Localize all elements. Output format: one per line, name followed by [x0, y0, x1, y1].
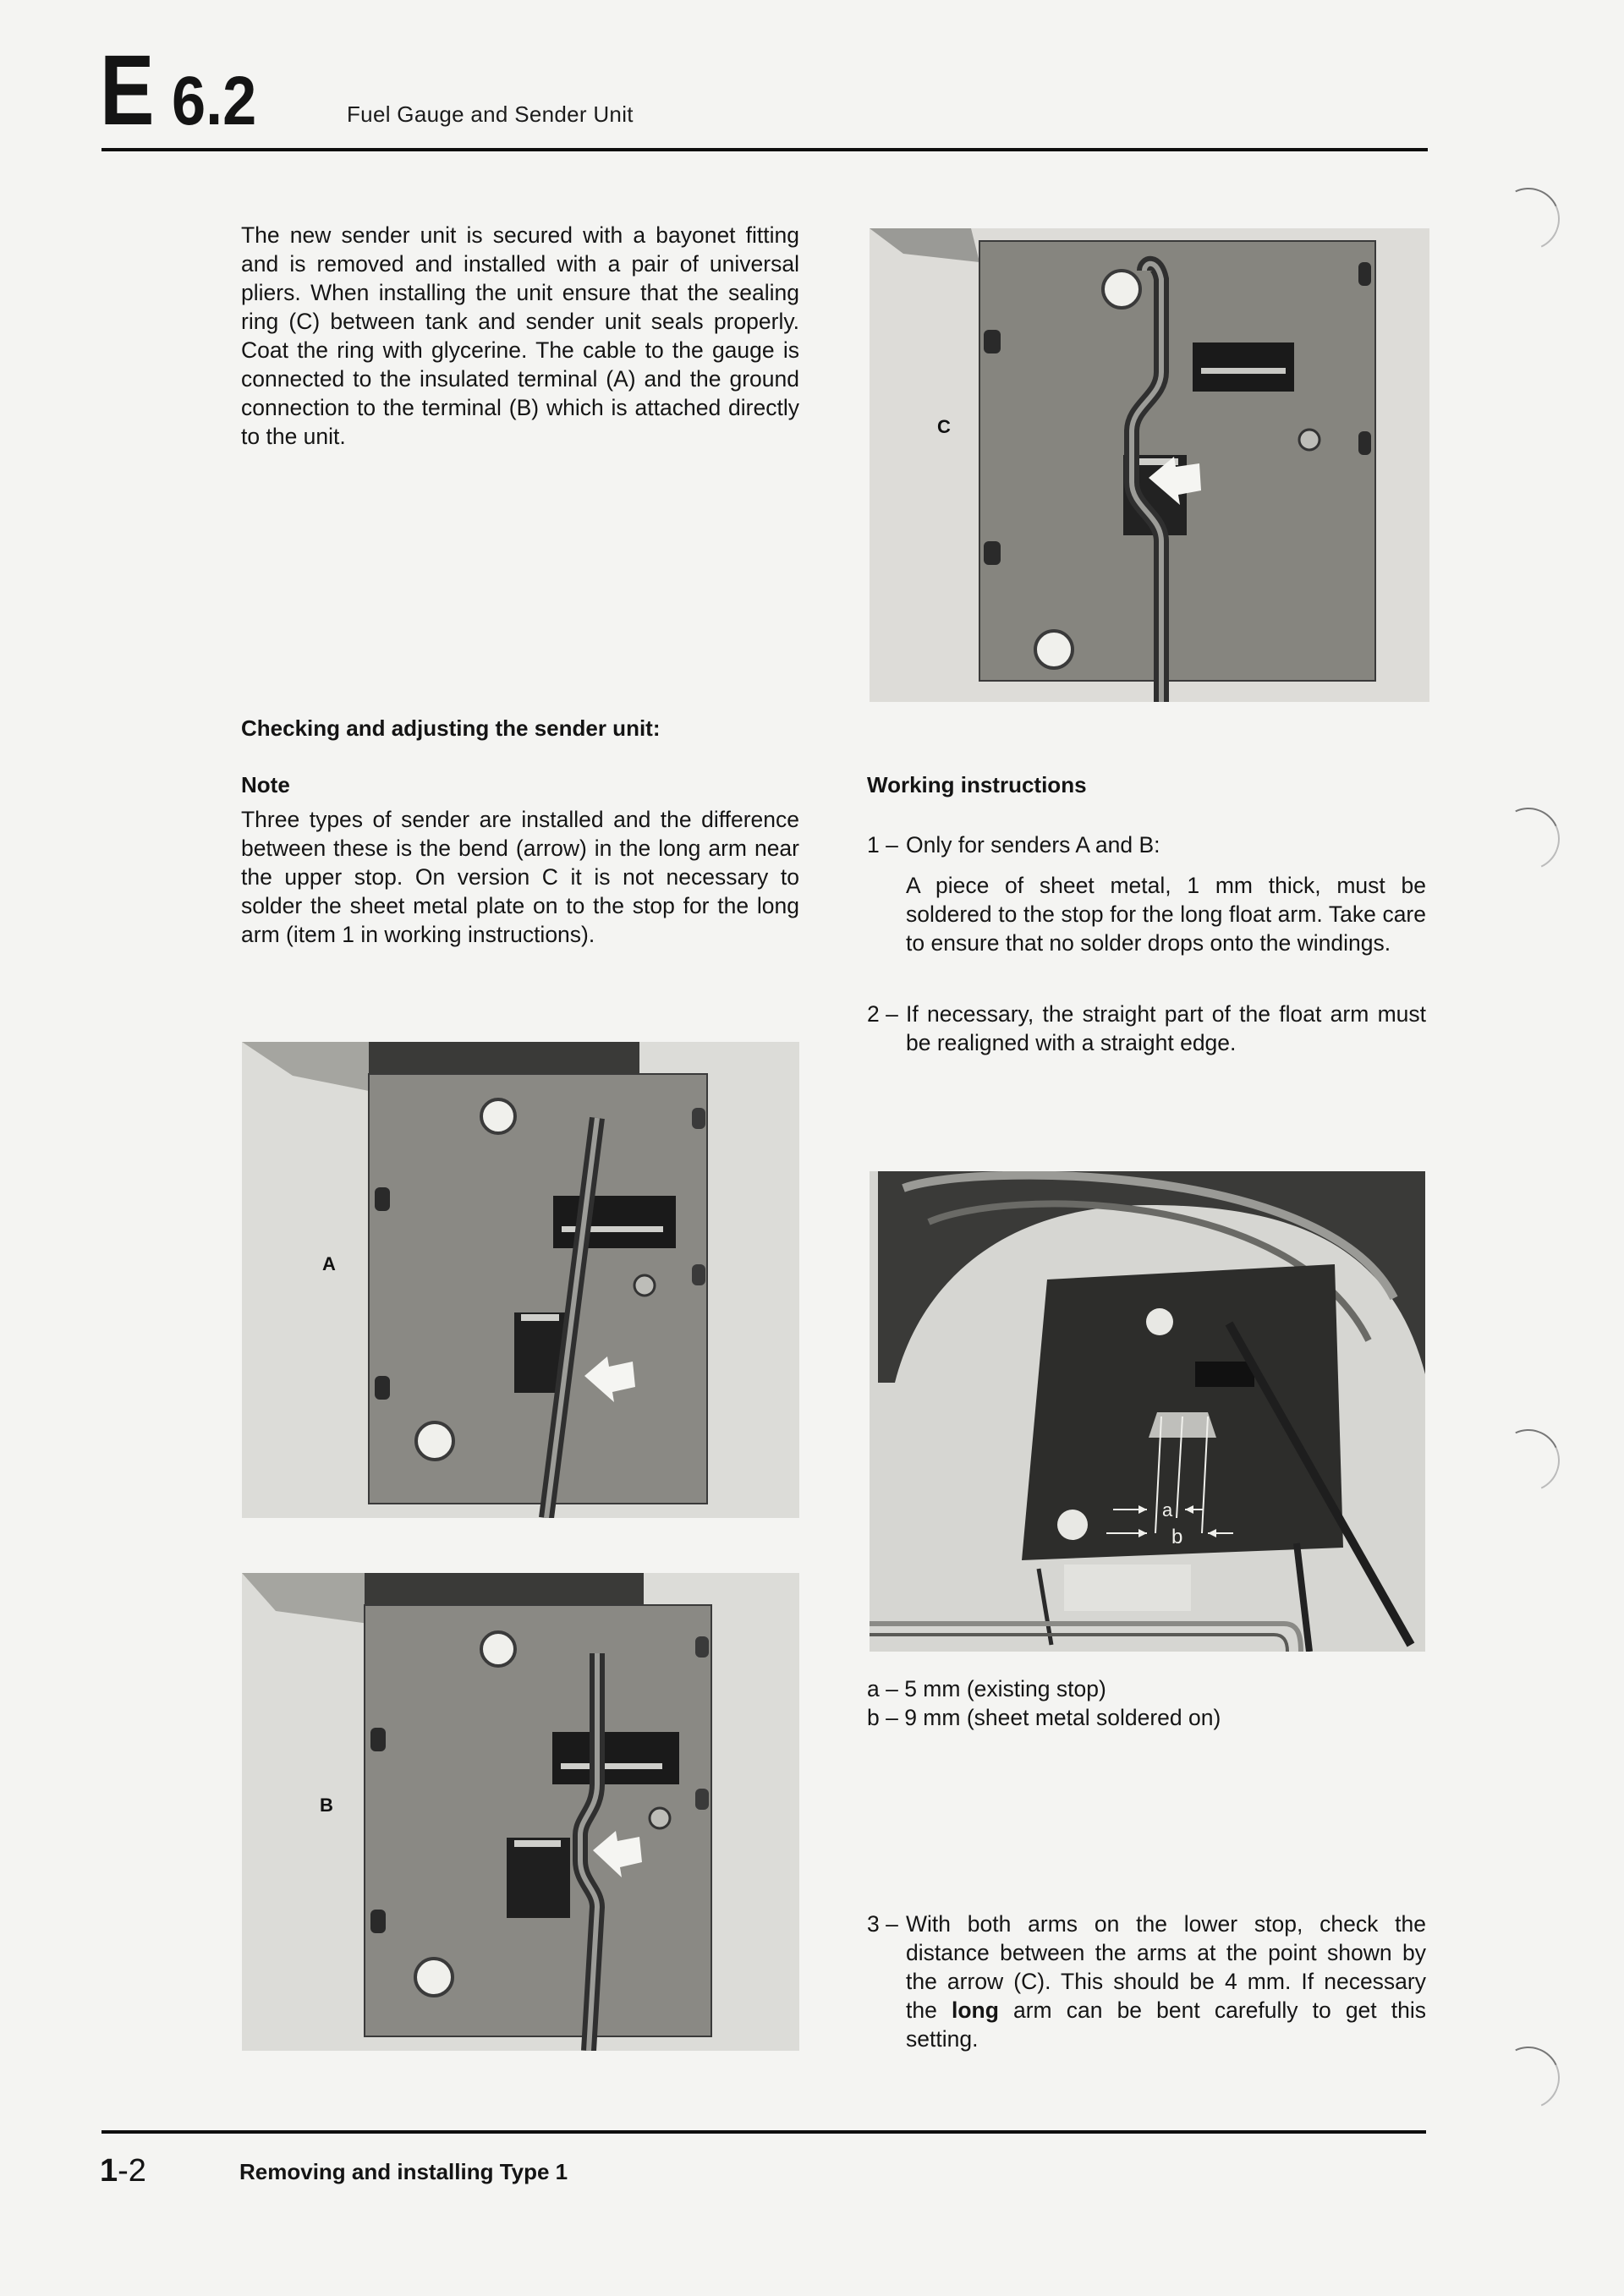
punch-hole-mark: [1489, 179, 1569, 260]
measure-legend-a: a – 5 mm (existing stop): [867, 1676, 1106, 1701]
instruction-item-2: [867, 1000, 1426, 1059]
instruction-number: 3 –: [867, 1911, 898, 1937]
instruction-text: [906, 1910, 1426, 2053]
measure-label-a: a: [1162, 1499, 1173, 1521]
instruction-number: 1 –: [867, 832, 898, 858]
section-letter: E: [100, 35, 153, 146]
figure-sender-b: [242, 1573, 799, 2051]
instruction-text: A piece of sheet metal, 1 mm thick, must be soldered to the stop for the long float arm. Take care to ensure that no solder drops onto the windings.: [906, 873, 1426, 956]
measure-label-b: b: [1171, 1526, 1183, 1548]
note-heading: Note: [241, 772, 290, 797]
punch-hole-mark: [1489, 799, 1569, 879]
figure-sender-c: [870, 228, 1429, 702]
section-number: 6.2: [172, 63, 257, 140]
footer-rule: [102, 2130, 1426, 2134]
measure-legend-b: b – 9 mm (sheet metal soldered on): [867, 1705, 1221, 1730]
punch-hole-mark: [1489, 1421, 1569, 1501]
footer-title: Removing and installing Type 1: [239, 2159, 568, 2184]
instruction-title: Only for senders A and B:: [906, 832, 1160, 858]
instruction-item-3: [867, 1910, 1426, 2058]
instruction-number: 2 –: [867, 1001, 898, 1027]
page-number-chapter: 1: [100, 2153, 118, 2189]
instruction-text: If necessary, the straight part of the float arm must be realigned with a straight edge.: [906, 1001, 1426, 1055]
header-rule: [102, 148, 1428, 151]
checking-heading: Checking and adjusting the sender unit:: [241, 715, 661, 741]
note-paragraph: Three types of sender are installed and the difference between these is the bend (arrow) in the long arm near the upper stop. On version C it is not necessary to solder the sheet metal plate on to the stop for the long arm (item 1 in working instructions).: [241, 807, 799, 947]
punch-hole-mark: [1489, 2038, 1569, 2118]
figure-measurement: [870, 1171, 1425, 1652]
working-instructions-heading: Working instructions: [867, 772, 1087, 797]
instruction-item-1: [867, 830, 1426, 991]
instruction-text-end: arm can be bent carefully to get this setting.: [906, 1997, 1427, 2052]
figure-label-a: A: [322, 1253, 336, 1274]
intro-paragraph: The new sender unit is secured with a bayonet fitting and is removed and installed with a pair of universal pliers. When installing the unit ensure that the sealing ring (C) between tank and sender unit seals properly. Coat the ring with glycerine. The cable to the gauge is connected to the insulated terminal (A) and the ground connection to the terminal (B) which is attached directly to the unit.: [241, 222, 799, 449]
page-number-page: -2: [118, 2153, 146, 2189]
figure-sender-a: [242, 1042, 799, 1518]
instruction-text-emphasis: long: [951, 1997, 999, 2023]
sender-unit-a-photo: [242, 1042, 799, 1518]
instruction-text-start: With both arms on the lower stop, check the distance between the arms at the point shown by the arrow (C). This should be 4 mm. If necessary the: [906, 1911, 1426, 2023]
sender-measurement-photo: [870, 1171, 1425, 1652]
figure-label-c: C: [937, 416, 951, 437]
figure-label-b: B: [320, 1795, 333, 1816]
page-title: Fuel Gauge and Sender Unit: [347, 101, 634, 127]
sender-unit-c-photo: [870, 228, 1429, 702]
page-number: [100, 2155, 146, 2187]
